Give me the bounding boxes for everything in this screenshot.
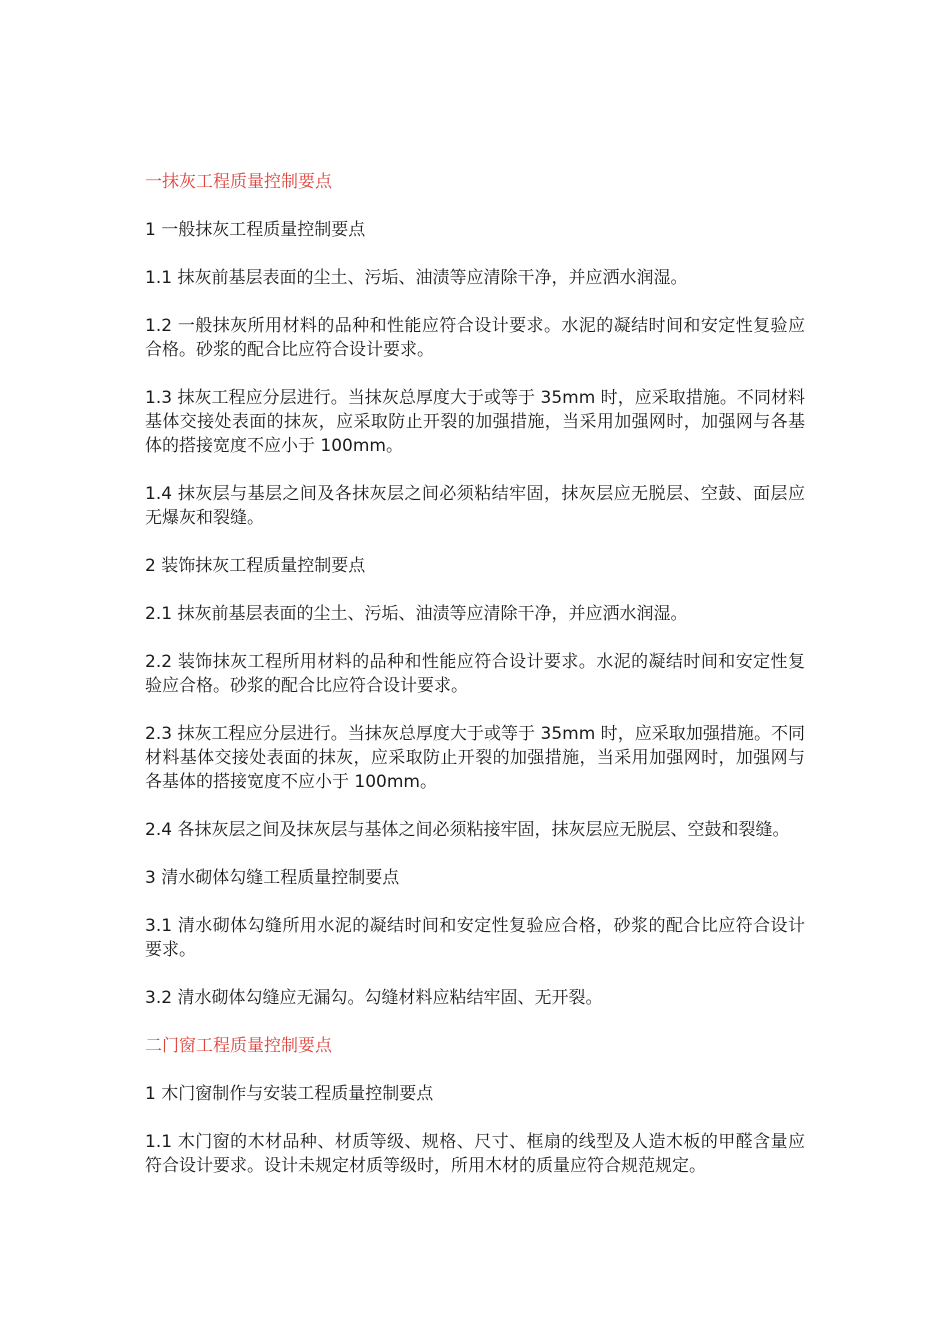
paragraph: 2.3 抹灰工程应分层进行。当抹灰总厚度大于或等于 35mm 时，应采取加强措施。不同材料基体交接处表面的抹灰，应采取防止开裂的加强措施，当采用加强网时，加强网与各基体的搭接宽度不应小于 100mm。 [145, 724, 805, 792]
subsection-title: 1 木门窗制作与安装工程质量控制要点 [145, 1084, 434, 1104]
paragraph: 1.2 一般抹灰所用材料的品种和性能应符合设计要求。水泥的凝结时间和安定性复验应合格。砂浆的配合比应符合设计要求。 [145, 316, 805, 360]
subsection-title: 1 一般抹灰工程质量控制要点 [145, 220, 366, 240]
subsection-title: 3 清水砌体勾缝工程质量控制要点 [145, 868, 400, 888]
section-heading: 一抹灰工程质量控制要点 [145, 172, 332, 192]
section-heading: 二门窗工程质量控制要点 [145, 1036, 332, 1056]
paragraph: 2.4 各抹灰层之间及抹灰层与基体之间必须粘接牢固，抹灰层应无脱层、空鼓和裂缝。 [145, 820, 790, 840]
document-body [145, 170, 805, 1202]
paragraph: 1.1 木门窗的木材品种、材质等级、规格、尺寸、框扇的线型及人造木板的甲醛含量应符合设计要求。设计未规定材质等级时，所用木材的质量应符合规范规定。 [145, 1132, 805, 1176]
subsection-title: 2 装饰抹灰工程质量控制要点 [145, 556, 366, 576]
paragraph: 3.2 清水砌体勾缝应无漏勾。勾缝材料应粘结牢固、无开裂。 [145, 988, 603, 1008]
paragraph: 2.2 装饰抹灰工程所用材料的品种和性能应符合设计要求。水泥的凝结时间和安定性复验应合格。砂浆的配合比应符合设计要求。 [145, 652, 805, 696]
paragraph: 2.1 抹灰前基层表面的尘土、污垢、油渍等应清除干净，并应洒水润湿。 [145, 604, 688, 624]
paragraph: 3.1 清水砌体勾缝所用水泥的凝结时间和安定性复验应合格，砂浆的配合比应符合设计要求。 [145, 916, 805, 960]
paragraph: 1.4 抹灰层与基层之间及各抹灰层之间必须粘结牢固，抹灰层应无脱层、空鼓、面层应无爆灰和裂缝。 [145, 484, 805, 528]
paragraph: 1.1 抹灰前基层表面的尘土、污垢、油渍等应清除干净，并应洒水润湿。 [145, 268, 688, 288]
paragraph: 1.3 抹灰工程应分层进行。当抹灰总厚度大于或等于 35mm 时，应采取措施。不同材料基体交接处表面的抹灰，应采取防止开裂的加强措施，当采用加强网时，加强网与各基体的搭接宽度不应小于 100mm。 [145, 388, 805, 456]
